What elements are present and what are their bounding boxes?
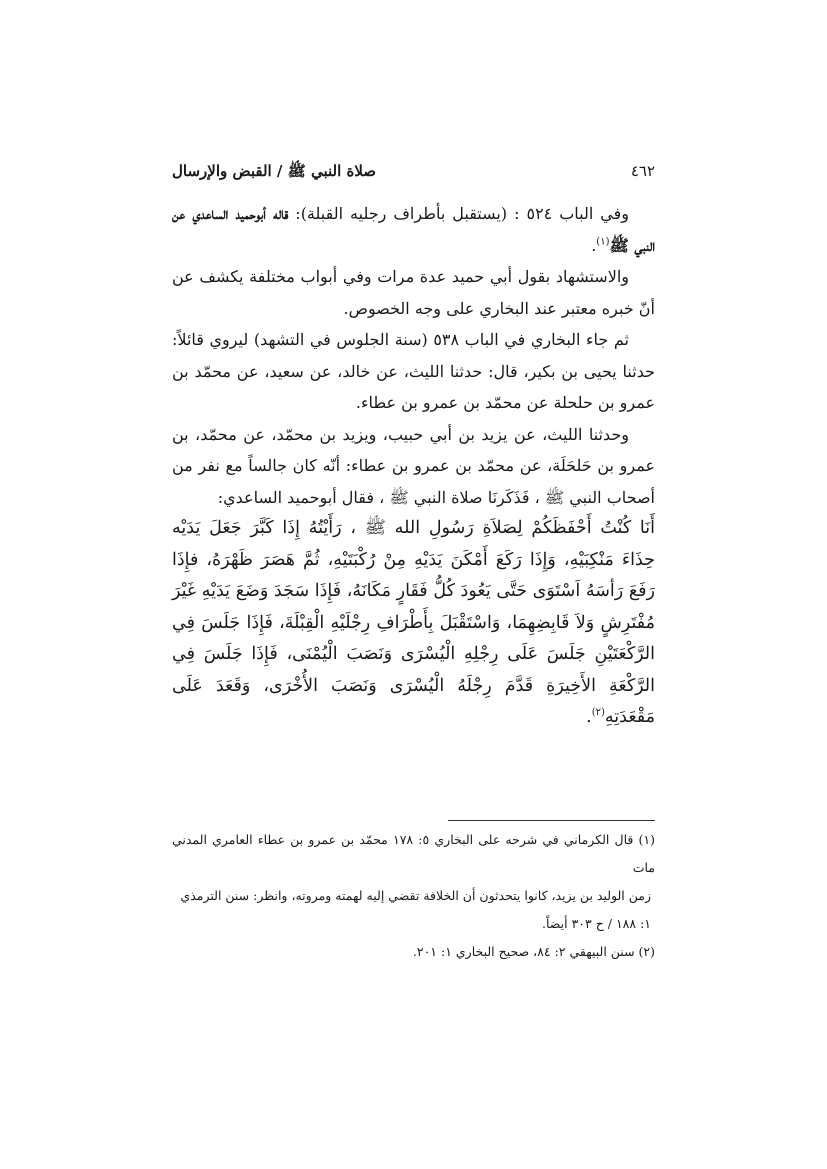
paragraph-1-text: وفي الباب ٥٢٤ : (يستقبل بأطراف رجليه القبلة): (288, 204, 630, 223)
footnote-1-line-2: زمن الوليد بن يزيد، كانوا يتحدثون أن الخلافة تقضي إليه لهمته ومروته، وانظر: سنن الترمذي (180, 888, 651, 903)
footnote-2: (٢) سنن البيهقي ٢: ٨٤، صحيح البخاري ١: ٢٠١. (412, 944, 655, 959)
footnote-1-line-3: ١: ١٨٨ / ح ٣٠٣ أيضاً. (542, 916, 651, 931)
hadith-quote-end: . (586, 707, 592, 727)
main-text (172, 198, 655, 734)
page-header (172, 157, 655, 185)
footnote-ref-2: (٢) (591, 707, 605, 719)
paragraph-1-end: . (591, 235, 597, 255)
paragraph-3: ثم جاء البخاري في الباب ٥٣٨ (سنة الجلوس في التشهد) ليروي قائلاً: حدثنا يحيى بن بكير، قال: حدثنا الليث، عن خالد، عن سعيد، عن محمّد بن عمرو بن حلحلة عن محمّد بن عمرو بن عطاء. (172, 330, 655, 412)
paragraph-4: وحدثنا الليث، عن يزيد بن أبي حبيب، ويزيد بن محمّد، عن محمّد، بن عمرو بن حَلحَلَة، عن محمّد بن عمرو بن عطاء: أنّه كان جالساً مع نفر من أصحاب النبي ﷺ ، فَذَكَرنَا صلاة النبي ﷺ ، فقال أبوحميد الساعدي: (172, 424, 655, 507)
footnote-1-line-1: (١) قال الكرماني في شرحه على البخاري ٥: ١٧٨ محمّد بن عمرو بن عطاء العامري المدني مات (172, 832, 656, 875)
paragraph-2: والاستشهاد بقول أبي حميد عدة مرات وفي أبواب مختلفة يكشف عن أنّ خبره معتبر عند البخاري على وجه الخصوص. (172, 267, 655, 318)
paragraph-1-bold: قاله أبوحميد الساعدي عن النبي ﷺ (172, 204, 655, 255)
paragraph-1 (172, 198, 655, 261)
hadith-quote (172, 513, 655, 734)
footnote-divider (448, 820, 655, 821)
footnotes (172, 826, 655, 966)
page-number: ٤٦٢ (630, 162, 655, 180)
hadith-quote-text: أَنَا كُنْتُ أَحْفَظَكُمْ لِصَلاَةِ رَسُولِ الله ﷺ ، رَأَيْتُهُ إِذَا كَبَّرَ جَعَلَ يَدَيْه حِذَاءَ مَنْكِبَيْهِ، وَإِذَا رَكَعَ أَمْكَنَ يَدَيْهِ مِنْ رُكْبَتَيْهِ، ثُمَّ هَصَرَ ظَهْرَهُ، فإِذَا رَفَعَ رَأسَهُ اَسْتَوَى حَتَّى يَعُودَ كُلُّ فَقَارٍ مَكَانَهُ، فَإِذَا سَجَدَ وَضَعَ يَدَيْهِ غَيْرَ مُفْتَرِشٍ وَلاَ قَابِضِهِمَا، وَاسْتَقْبَلَ بِأَطْرَافِ رِجْلَيْهِ الْقِبْلَةَ، فَإِذَا جَلَسَ فِي الرَّكْعَتَيْنِ جَلَسَ عَلَى رِجْلِهِ الْيُسْرَى وَنَصَبَ الْيُمْنَى، فَإِذَا جَلَسَ فِي الرَّكْعَةِ الأَخِيرَةِ قَدَّمَ رِجْلَهُ الْيُسْرَى وَنَصَبَ الأُخْرَى، وَقَعَدَ عَلَى مَقْعَدَتِهِ (172, 518, 655, 727)
footnote-ref-1: (١) (596, 236, 610, 248)
running-title: صلاة النبي ﷺ / القبض والإرسال (172, 162, 377, 180)
